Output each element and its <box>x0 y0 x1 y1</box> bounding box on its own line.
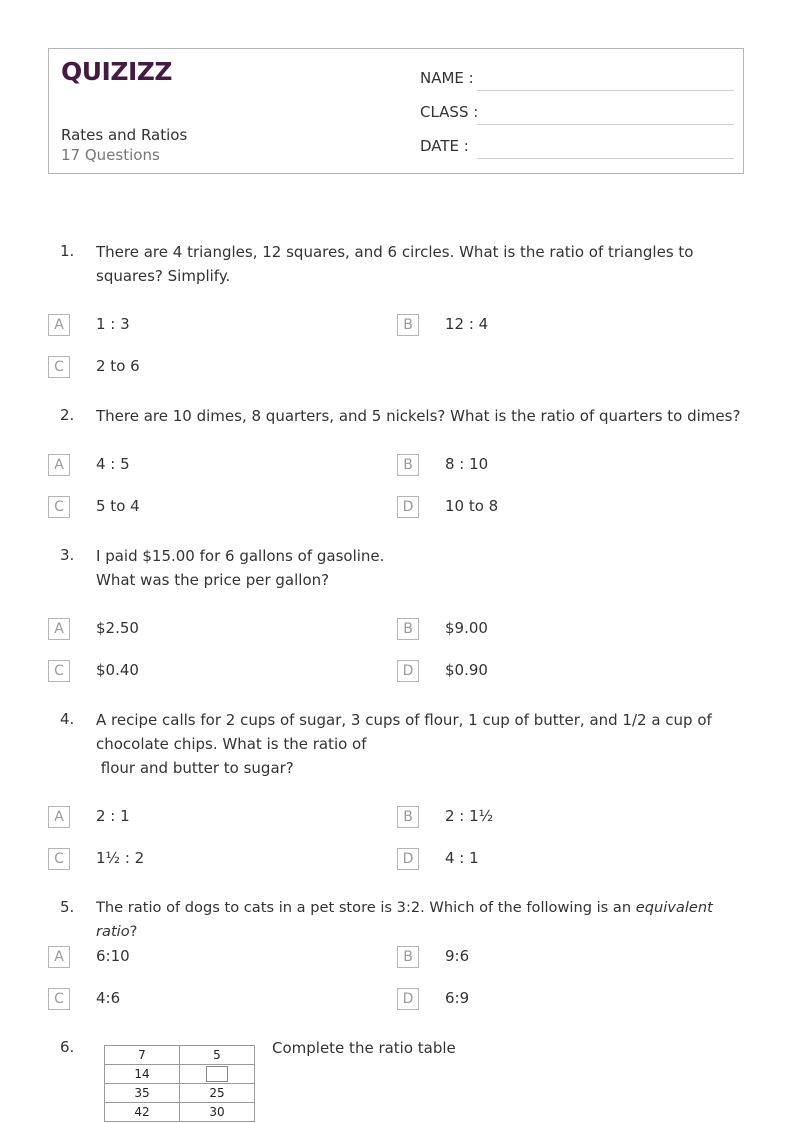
option-text: $2.50 <box>96 619 139 637</box>
question-number: 4. <box>60 710 75 728</box>
date-field[interactable] <box>420 137 734 161</box>
option-text: 1 : 3 <box>96 315 130 333</box>
option-text: 2 to 6 <box>96 357 140 375</box>
name-label: NAME : <box>420 69 474 87</box>
question-text-part: The ratio of dogs to cats in a pet store is 3:2. Which of the following is an <box>96 899 636 916</box>
question-number: 5. <box>60 898 75 916</box>
option-text: 8 : 10 <box>445 455 489 473</box>
table-row <box>105 1084 255 1103</box>
option-letter: B <box>397 454 419 476</box>
question-line: What was the price per gallon? <box>96 571 330 589</box>
option-letter: C <box>48 496 70 518</box>
option-letter: C <box>48 988 70 1010</box>
question-number: 1. <box>60 242 75 260</box>
question-text <box>96 404 746 428</box>
question-text: Complete the ratio table <box>272 1039 456 1057</box>
table-cell: 14 <box>105 1065 180 1084</box>
question-line: I paid $15.00 for 6 gallons of gasoline. <box>96 547 385 565</box>
option-letter: B <box>397 806 419 828</box>
question-number: 2. <box>60 406 75 424</box>
table-row <box>105 1065 255 1084</box>
option-letter: C <box>48 356 70 378</box>
date-line[interactable] <box>477 158 734 159</box>
option-text: $0.90 <box>445 661 488 679</box>
option-text: 6:9 <box>445 989 470 1007</box>
option-letter: D <box>397 496 419 518</box>
question-text <box>96 240 746 288</box>
option-text: 4 : 5 <box>96 455 130 473</box>
quizizz-logo: QUIZIZZ <box>61 57 173 86</box>
option-text: $9.00 <box>445 619 488 637</box>
date-label: DATE : <box>420 137 469 155</box>
question-line: flour and butter to sugar? <box>96 759 294 777</box>
table-cell: 5 <box>180 1046 255 1065</box>
table-row <box>105 1046 255 1065</box>
option-letter: A <box>48 618 70 640</box>
worksheet-title: Rates and Ratios <box>61 126 188 144</box>
option-letter: C <box>48 848 70 870</box>
question-line: squares? Simplify. <box>96 267 231 285</box>
ratio-table <box>104 1045 255 1122</box>
option-letter: A <box>48 454 70 476</box>
table-cell: 30 <box>180 1103 255 1122</box>
question-line: chocolate chips. What is the ratio of <box>96 735 367 753</box>
table-cell: 25 <box>180 1084 255 1103</box>
class-label: CLASS : <box>420 103 479 121</box>
option-letter: D <box>397 988 419 1010</box>
option-text: 5 to 4 <box>96 497 140 515</box>
option-text: 2 : 1½ <box>445 807 494 825</box>
option-letter: A <box>48 314 70 336</box>
name-field[interactable] <box>420 69 734 93</box>
option-text: 10 to 8 <box>445 497 499 515</box>
option-text: 9:6 <box>445 947 470 965</box>
table-cell: 42 <box>105 1103 180 1122</box>
question-text <box>96 544 746 592</box>
question-text <box>96 708 746 780</box>
option-text: 12 : 4 <box>445 315 489 333</box>
question-line: There are 4 triangles, 12 squares, and 6 circles. What is the ratio of triangles to <box>96 243 694 261</box>
question-text <box>96 896 746 944</box>
option-letter: A <box>48 806 70 828</box>
table-cell: 7 <box>105 1046 180 1065</box>
option-letter: D <box>397 660 419 682</box>
option-text: 4 : 1 <box>445 849 479 867</box>
option-text: 2 : 1 <box>96 807 130 825</box>
option-letter: B <box>397 618 419 640</box>
table-cell: 35 <box>105 1084 180 1103</box>
option-letter: B <box>397 314 419 336</box>
class-field[interactable] <box>420 103 734 127</box>
option-letter: B <box>397 946 419 968</box>
option-text: $0.40 <box>96 661 139 679</box>
question-line: There are 10 dimes, 8 quarters, and 5 nickels? What is the ratio of quarters to dimes? <box>96 407 741 425</box>
question-number: 6. <box>60 1038 75 1056</box>
worksheet-header <box>48 48 744 174</box>
option-text: 1½ : 2 <box>96 849 145 867</box>
class-line[interactable] <box>477 124 734 125</box>
option-text: 6:10 <box>96 947 130 965</box>
question-text-part: ? <box>129 923 138 940</box>
question-number: 3. <box>60 546 75 564</box>
answer-box[interactable] <box>206 1066 228 1082</box>
option-text: 4:6 <box>96 989 121 1007</box>
question-text-emphasis: equivalent ratio <box>96 899 713 940</box>
table-row <box>105 1103 255 1122</box>
option-letter: A <box>48 946 70 968</box>
option-letter: C <box>48 660 70 682</box>
name-line[interactable] <box>477 90 734 91</box>
option-letter: D <box>397 848 419 870</box>
table-cell-blank[interactable] <box>180 1065 255 1084</box>
question-count: 17 Questions <box>61 146 160 164</box>
question-line: A recipe calls for 2 cups of sugar, 3 cups of flour, 1 cup of butter, and 1/2 a cup of <box>96 711 712 729</box>
